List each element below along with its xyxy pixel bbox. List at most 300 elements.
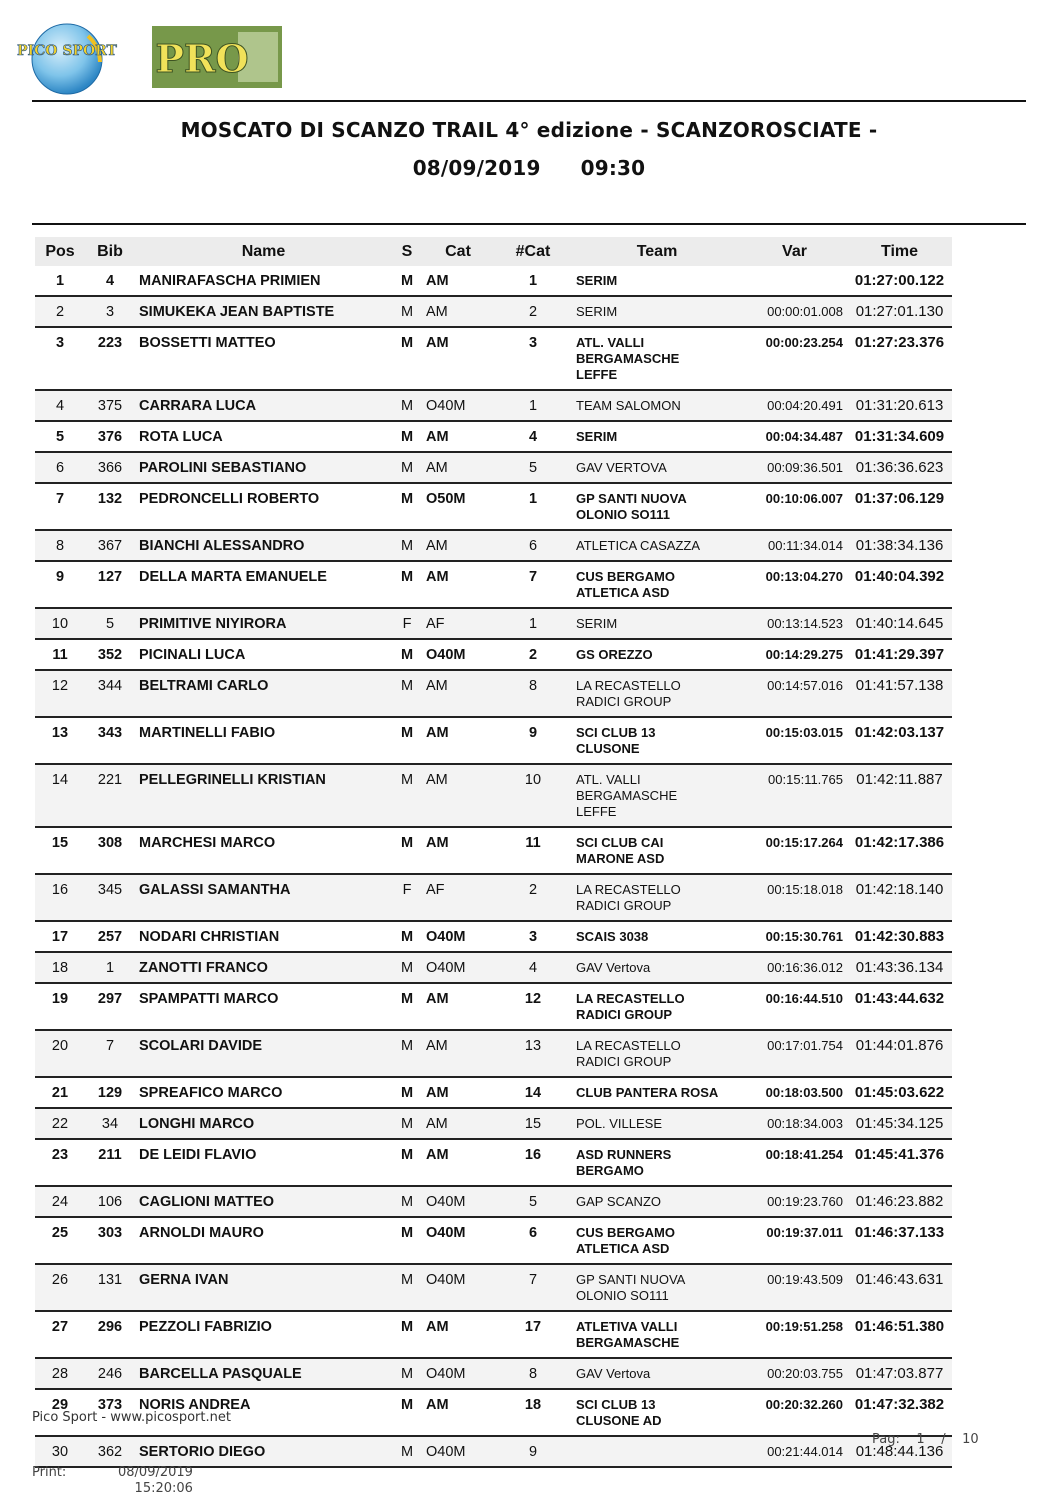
team-line: GP SANTI NUOVA bbox=[576, 1272, 686, 1287]
cell-cat-rank: 1 bbox=[494, 266, 572, 296]
cell-name: PAROLINI SEBASTIANO bbox=[135, 452, 392, 483]
team-line: ATLETICA ASD bbox=[576, 1241, 670, 1256]
cell-bib: 129 bbox=[85, 1077, 135, 1108]
team-line: ATLETICA CASAZZA bbox=[576, 538, 701, 553]
cell-team bbox=[572, 452, 742, 483]
cell-pos: 19 bbox=[35, 983, 85, 1030]
cell-team bbox=[572, 421, 742, 452]
cell-sex: M bbox=[392, 639, 422, 670]
cell-sex: M bbox=[392, 421, 422, 452]
table-row bbox=[35, 1139, 952, 1186]
cell-sex: M bbox=[392, 452, 422, 483]
cell-time: 01:44:01.876 bbox=[847, 1030, 952, 1077]
cell-var: 00:19:43.509 bbox=[742, 1264, 847, 1311]
cell-name: BIANCHI ALESSANDRO bbox=[135, 530, 392, 561]
cell-var: 00:18:34.003 bbox=[742, 1108, 847, 1139]
team-line: BERGAMO bbox=[576, 1163, 644, 1178]
team-line: CLUSONE AD bbox=[576, 1413, 662, 1428]
cell-sex: M bbox=[392, 390, 422, 421]
table-row bbox=[35, 421, 952, 452]
page-current: 1 bbox=[916, 1432, 925, 1447]
cell-cat: AM bbox=[422, 983, 494, 1030]
col-header-bib: Bib bbox=[85, 237, 135, 266]
table-row bbox=[35, 921, 952, 952]
cell-name: PICINALI LUCA bbox=[135, 639, 392, 670]
cell-time: 01:41:29.397 bbox=[847, 639, 952, 670]
cell-sex: M bbox=[392, 296, 422, 327]
cell-sex: M bbox=[392, 983, 422, 1030]
col-header-name: Name bbox=[135, 237, 392, 266]
cell-bib: 3 bbox=[85, 296, 135, 327]
team-line: LEFFE bbox=[576, 804, 617, 819]
cell-pos: 9 bbox=[35, 561, 85, 608]
cell-time: 01:31:34.609 bbox=[847, 421, 952, 452]
cell-time: 01:47:32.382 bbox=[847, 1389, 952, 1436]
cell-team bbox=[572, 639, 742, 670]
pico-sport-logo bbox=[17, 22, 117, 96]
cell-time: 01:46:23.882 bbox=[847, 1186, 952, 1217]
cell-bib: 303 bbox=[85, 1217, 135, 1264]
cell-team bbox=[572, 390, 742, 421]
table-row bbox=[35, 561, 952, 608]
cell-cat: AM bbox=[422, 421, 494, 452]
cell-bib: 7 bbox=[85, 1030, 135, 1077]
cell-team bbox=[572, 1436, 742, 1467]
cell-name: SERTORIO DIEGO bbox=[135, 1436, 392, 1467]
team-line: GS OREZZO bbox=[576, 647, 653, 662]
cell-var: 00:21:44.014 bbox=[742, 1436, 847, 1467]
table-row bbox=[35, 266, 952, 296]
cell-time: 01:42:17.386 bbox=[847, 827, 952, 874]
cell-var: 00:14:29.275 bbox=[742, 639, 847, 670]
cell-bib: 5 bbox=[85, 608, 135, 639]
cell-pos: 14 bbox=[35, 764, 85, 827]
cell-pos: 23 bbox=[35, 1139, 85, 1186]
cell-cat-rank: 2 bbox=[494, 874, 572, 921]
cell-pos: 22 bbox=[35, 1108, 85, 1139]
cell-team bbox=[572, 874, 742, 921]
cell-sex: M bbox=[392, 952, 422, 983]
cell-cat-rank: 11 bbox=[494, 827, 572, 874]
cell-cat-rank: 17 bbox=[494, 1311, 572, 1358]
cell-var: 00:11:34.014 bbox=[742, 530, 847, 561]
team-line: ATL. VALLI bbox=[576, 772, 641, 787]
cell-cat: AF bbox=[422, 874, 494, 921]
cell-time: 01:46:43.631 bbox=[847, 1264, 952, 1311]
cell-var: 00:14:57.016 bbox=[742, 670, 847, 717]
cell-pos: 5 bbox=[35, 421, 85, 452]
cell-name: NORIS ANDREA bbox=[135, 1389, 392, 1436]
cell-cat: O40M bbox=[422, 390, 494, 421]
cell-name: CARRARA LUCA bbox=[135, 390, 392, 421]
table-row bbox=[35, 639, 952, 670]
cell-team bbox=[572, 327, 742, 390]
team-line: RADICI GROUP bbox=[576, 1054, 672, 1069]
cell-pos: 2 bbox=[35, 296, 85, 327]
cell-bib: 376 bbox=[85, 421, 135, 452]
cell-sex: M bbox=[392, 1217, 422, 1264]
cell-cat: AM bbox=[422, 327, 494, 390]
team-line: ATLETICA ASD bbox=[576, 585, 670, 600]
cell-name: SPREAFICO MARCO bbox=[135, 1077, 392, 1108]
print-timestamp bbox=[118, 1465, 193, 1497]
page-indicator bbox=[872, 1432, 979, 1447]
table-row bbox=[35, 390, 952, 421]
cell-time: 01:46:51.380 bbox=[847, 1311, 952, 1358]
cell-sex: M bbox=[392, 1077, 422, 1108]
cell-bib: 4 bbox=[85, 266, 135, 296]
cell-var: 00:16:36.012 bbox=[742, 952, 847, 983]
cell-bib: 308 bbox=[85, 827, 135, 874]
cell-name: LONGHI MARCO bbox=[135, 1108, 392, 1139]
cell-cat: AF bbox=[422, 608, 494, 639]
cell-var: 00:19:23.760 bbox=[742, 1186, 847, 1217]
cell-name: GERNA IVAN bbox=[135, 1264, 392, 1311]
team-line: ATL. VALLI bbox=[576, 335, 645, 350]
cell-cat-rank: 8 bbox=[494, 670, 572, 717]
cell-bib: 343 bbox=[85, 717, 135, 764]
team-line: CUS BERGAMO bbox=[576, 1225, 675, 1240]
cell-bib: 106 bbox=[85, 1186, 135, 1217]
results-body bbox=[35, 266, 952, 1467]
cell-name: MANIRAFASCHA PRIMIEN bbox=[135, 266, 392, 296]
cell-time: 01:40:14.645 bbox=[847, 608, 952, 639]
cell-var: 00:13:14.523 bbox=[742, 608, 847, 639]
cell-cat: AM bbox=[422, 1108, 494, 1139]
col-header-team: Team bbox=[572, 237, 742, 266]
page-total: 10 bbox=[962, 1432, 979, 1447]
table-row bbox=[35, 1358, 952, 1389]
cell-cat-rank: 3 bbox=[494, 327, 572, 390]
team-line: RADICI GROUP bbox=[576, 694, 672, 709]
cell-var: 00:18:03.500 bbox=[742, 1077, 847, 1108]
team-line: CUS BERGAMO bbox=[576, 569, 675, 584]
cell-var: 00:10:06.007 bbox=[742, 483, 847, 530]
team-line: LA RECASTELLO bbox=[576, 991, 685, 1006]
cell-sex: F bbox=[392, 874, 422, 921]
cell-pos: 17 bbox=[35, 921, 85, 952]
cell-cat: O40M bbox=[422, 921, 494, 952]
table-row bbox=[35, 1311, 952, 1358]
team-line: LA RECASTELLO bbox=[576, 1038, 681, 1053]
cell-name: PEZZOLI FABRIZIO bbox=[135, 1311, 392, 1358]
cell-name: SPAMPATTI MARCO bbox=[135, 983, 392, 1030]
team-line: MARONE ASD bbox=[576, 851, 665, 866]
table-row bbox=[35, 530, 952, 561]
table-row bbox=[35, 327, 952, 390]
pro-loco-logo bbox=[152, 26, 282, 88]
cell-cat: AM bbox=[422, 296, 494, 327]
team-line: SERIM bbox=[576, 273, 618, 288]
cell-time: 01:42:18.140 bbox=[847, 874, 952, 921]
table-header-row bbox=[35, 237, 952, 266]
table-row bbox=[35, 764, 952, 827]
cell-team bbox=[572, 827, 742, 874]
cell-name: BELTRAMI CARLO bbox=[135, 670, 392, 717]
cell-pos: 15 bbox=[35, 827, 85, 874]
table-row bbox=[35, 874, 952, 921]
cell-cat-rank: 4 bbox=[494, 952, 572, 983]
print-date: 08/09/2019 bbox=[118, 1465, 193, 1480]
cell-sex: M bbox=[392, 1311, 422, 1358]
cell-bib: 223 bbox=[85, 327, 135, 390]
cell-time: 01:27:01.130 bbox=[847, 296, 952, 327]
cell-team bbox=[572, 983, 742, 1030]
team-line: BERGAMASCHE bbox=[576, 1335, 680, 1350]
team-line: POL. VILLESE bbox=[576, 1116, 662, 1131]
cell-time: 01:43:44.632 bbox=[847, 983, 952, 1030]
cell-team bbox=[572, 561, 742, 608]
cell-cat: O40M bbox=[422, 1186, 494, 1217]
table-row bbox=[35, 608, 952, 639]
cell-pos: 20 bbox=[35, 1030, 85, 1077]
cell-pos: 25 bbox=[35, 1217, 85, 1264]
cell-bib: 1 bbox=[85, 952, 135, 983]
cell-name: BARCELLA PASQUALE bbox=[135, 1358, 392, 1389]
team-line: RADICI GROUP bbox=[576, 898, 672, 913]
cell-cat: O50M bbox=[422, 483, 494, 530]
cell-pos: 7 bbox=[35, 483, 85, 530]
cell-time: 01:45:03.622 bbox=[847, 1077, 952, 1108]
cell-pos: 28 bbox=[35, 1358, 85, 1389]
team-line: GAV Vertova bbox=[576, 960, 651, 975]
event-date: 08/09/2019 bbox=[412, 156, 541, 180]
cell-cat: AM bbox=[422, 1139, 494, 1186]
table-row bbox=[35, 1077, 952, 1108]
cell-var: 00:13:04.270 bbox=[742, 561, 847, 608]
cell-cat: AM bbox=[422, 764, 494, 827]
team-line: GAP SCANZO bbox=[576, 1194, 662, 1209]
cell-cat: O40M bbox=[422, 639, 494, 670]
cell-var: 00:15:30.761 bbox=[742, 921, 847, 952]
cell-pos: 30 bbox=[35, 1436, 85, 1467]
cell-team bbox=[572, 608, 742, 639]
cell-sex: M bbox=[392, 921, 422, 952]
cell-time: 01:40:04.392 bbox=[847, 561, 952, 608]
cell-pos: 1 bbox=[35, 266, 85, 296]
cell-cat: O40M bbox=[422, 952, 494, 983]
cell-cat: AM bbox=[422, 561, 494, 608]
cell-sex: M bbox=[392, 1358, 422, 1389]
team-line: LA RECASTELLO bbox=[576, 882, 681, 897]
cell-cat-rank: 14 bbox=[494, 1077, 572, 1108]
table-row bbox=[35, 670, 952, 717]
cell-var: 00:19:37.011 bbox=[742, 1217, 847, 1264]
cell-cat: AM bbox=[422, 717, 494, 764]
team-line: CLUB PANTERA ROSA bbox=[576, 1085, 719, 1100]
cell-cat: AM bbox=[422, 1311, 494, 1358]
cell-pos: 29 bbox=[35, 1389, 85, 1436]
cell-time: 01:45:34.125 bbox=[847, 1108, 952, 1139]
table-row bbox=[35, 983, 952, 1030]
cell-cat: O40M bbox=[422, 1217, 494, 1264]
cell-pos: 16 bbox=[35, 874, 85, 921]
event-title: MOSCATO DI SCANZO TRAIL 4° edizione - SCANZOROSCIATE - bbox=[180, 118, 878, 142]
cell-team bbox=[572, 717, 742, 764]
cell-var: 00:16:44.510 bbox=[742, 983, 847, 1030]
col-header-cat: Cat bbox=[422, 237, 494, 266]
cell-cat: AM bbox=[422, 452, 494, 483]
cell-bib: 221 bbox=[85, 764, 135, 827]
cell-bib: 367 bbox=[85, 530, 135, 561]
event-datetime bbox=[0, 156, 1058, 180]
cell-sex: M bbox=[392, 1389, 422, 1436]
table-row bbox=[35, 827, 952, 874]
table-row bbox=[35, 1436, 952, 1467]
cell-sex: M bbox=[392, 764, 422, 827]
team-line: GAV Vertova bbox=[576, 1366, 651, 1381]
cell-bib: 257 bbox=[85, 921, 135, 952]
cell-cat-rank: 13 bbox=[494, 1030, 572, 1077]
team-line: CLUSONE bbox=[576, 741, 640, 756]
cell-bib: 373 bbox=[85, 1389, 135, 1436]
cell-cat-rank: 2 bbox=[494, 639, 572, 670]
cell-cat-rank: 2 bbox=[494, 296, 572, 327]
team-line: BERGAMASCHE bbox=[576, 788, 678, 803]
cell-bib: 375 bbox=[85, 390, 135, 421]
team-line: OLONIO SO111 bbox=[576, 507, 670, 522]
cell-sex: M bbox=[392, 827, 422, 874]
cell-var: 00:19:51.258 bbox=[742, 1311, 847, 1358]
cell-cat-rank: 12 bbox=[494, 983, 572, 1030]
team-line: ASD RUNNERS bbox=[576, 1147, 672, 1162]
cell-bib: 246 bbox=[85, 1358, 135, 1389]
cell-team bbox=[572, 952, 742, 983]
cell-sex: M bbox=[392, 1030, 422, 1077]
page-separator: / bbox=[941, 1432, 946, 1447]
team-line: SCAIS 3038 bbox=[576, 929, 649, 944]
cell-cat: AM bbox=[422, 827, 494, 874]
cell-cat: O40M bbox=[422, 1436, 494, 1467]
team-line: LA RECASTELLO bbox=[576, 678, 681, 693]
cell-cat-rank: 8 bbox=[494, 1358, 572, 1389]
cell-team bbox=[572, 1311, 742, 1358]
team-line: OLONIO SO111 bbox=[576, 1288, 669, 1303]
cell-sex: M bbox=[392, 561, 422, 608]
cell-name: DELLA MARTA EMANUELE bbox=[135, 561, 392, 608]
cell-pos: 3 bbox=[35, 327, 85, 390]
cell-time: 01:43:36.134 bbox=[847, 952, 952, 983]
team-line: SCI CLUB CAI bbox=[576, 835, 664, 850]
cell-name: BOSSETTI MATTEO bbox=[135, 327, 392, 390]
cell-bib: 132 bbox=[85, 483, 135, 530]
cell-bib: 366 bbox=[85, 452, 135, 483]
cell-bib: 131 bbox=[85, 1264, 135, 1311]
table-row bbox=[35, 1186, 952, 1217]
cell-cat-rank: 6 bbox=[494, 530, 572, 561]
cell-var bbox=[742, 266, 847, 296]
cell-sex: M bbox=[392, 266, 422, 296]
table-row bbox=[35, 1108, 952, 1139]
cell-cat-rank: 16 bbox=[494, 1139, 572, 1186]
table-row bbox=[35, 1030, 952, 1077]
cell-name: SCOLARI DAVIDE bbox=[135, 1030, 392, 1077]
cell-cat-rank: 9 bbox=[494, 1436, 572, 1467]
cell-bib: 362 bbox=[85, 1436, 135, 1467]
print-label: Print: bbox=[32, 1465, 67, 1480]
cell-time: 01:42:11.887 bbox=[847, 764, 952, 827]
col-header-time: Time bbox=[847, 237, 952, 266]
cell-sex: M bbox=[392, 1264, 422, 1311]
cell-team bbox=[572, 921, 742, 952]
cell-var: 00:00:23.254 bbox=[742, 327, 847, 390]
cell-sex: M bbox=[392, 717, 422, 764]
cell-cat-rank: 3 bbox=[494, 921, 572, 952]
table-row bbox=[35, 452, 952, 483]
cell-cat-rank: 15 bbox=[494, 1108, 572, 1139]
cell-sex: M bbox=[392, 1139, 422, 1186]
cell-var: 00:15:11.765 bbox=[742, 764, 847, 827]
cell-pos: 11 bbox=[35, 639, 85, 670]
header-divider bbox=[32, 100, 1026, 102]
cell-team bbox=[572, 530, 742, 561]
cell-team bbox=[572, 1139, 742, 1186]
team-line: TEAM SALOMON bbox=[576, 398, 681, 413]
cell-cat-rank: 5 bbox=[494, 1186, 572, 1217]
cell-time: 01:38:34.136 bbox=[847, 530, 952, 561]
table-row bbox=[35, 1217, 952, 1264]
cell-team bbox=[572, 670, 742, 717]
table-row bbox=[35, 483, 952, 530]
cell-cat-rank: 5 bbox=[494, 452, 572, 483]
col-header-cat-rank: #Cat bbox=[494, 237, 572, 266]
logo-text-pico: PICO SPORT bbox=[17, 43, 117, 59]
cell-time: 01:36:36.623 bbox=[847, 452, 952, 483]
cell-cat-rank: 9 bbox=[494, 717, 572, 764]
cell-var: 00:20:03.755 bbox=[742, 1358, 847, 1389]
cell-bib: 127 bbox=[85, 561, 135, 608]
cell-time: 01:41:57.138 bbox=[847, 670, 952, 717]
cell-name: MARTINELLI FABIO bbox=[135, 717, 392, 764]
cell-var: 00:04:34.487 bbox=[742, 421, 847, 452]
cell-sex: M bbox=[392, 1186, 422, 1217]
team-line: SCI CLUB 13 bbox=[576, 725, 656, 740]
cell-pos: 27 bbox=[35, 1311, 85, 1358]
cell-bib: 345 bbox=[85, 874, 135, 921]
cell-bib: 34 bbox=[85, 1108, 135, 1139]
cell-var: 00:09:36.501 bbox=[742, 452, 847, 483]
team-line: GAV VERTOVA bbox=[576, 460, 667, 475]
cell-team bbox=[572, 1358, 742, 1389]
cell-var: 00:18:41.254 bbox=[742, 1139, 847, 1186]
cell-var: 00:20:32.260 bbox=[742, 1389, 847, 1436]
cell-name: SIMUKEKA JEAN BAPTISTE bbox=[135, 296, 392, 327]
cell-team bbox=[572, 764, 742, 827]
cell-time: 01:37:06.129 bbox=[847, 483, 952, 530]
print-time: 15:20:06 bbox=[134, 1481, 193, 1496]
cell-pos: 18 bbox=[35, 952, 85, 983]
cell-cat-rank: 10 bbox=[494, 764, 572, 827]
cell-name: PELLEGRINELLI KRISTIAN bbox=[135, 764, 392, 827]
cell-sex: M bbox=[392, 530, 422, 561]
event-time: 09:30 bbox=[580, 156, 646, 180]
cell-sex: M bbox=[392, 670, 422, 717]
team-line: GP SANTI NUOVA bbox=[576, 491, 687, 506]
cell-sex: M bbox=[392, 1436, 422, 1467]
cell-name: ARNOLDI MAURO bbox=[135, 1217, 392, 1264]
cell-pos: 12 bbox=[35, 670, 85, 717]
cell-var: 00:15:18.018 bbox=[742, 874, 847, 921]
cell-pos: 8 bbox=[35, 530, 85, 561]
cell-cat: AM bbox=[422, 530, 494, 561]
cell-var: 00:00:01.008 bbox=[742, 296, 847, 327]
cell-pos: 26 bbox=[35, 1264, 85, 1311]
cell-time: 01:42:03.137 bbox=[847, 717, 952, 764]
cell-pos: 10 bbox=[35, 608, 85, 639]
cell-time: 01:46:37.133 bbox=[847, 1217, 952, 1264]
cell-cat: AM bbox=[422, 1030, 494, 1077]
team-line: SCI CLUB 13 bbox=[576, 1397, 656, 1412]
